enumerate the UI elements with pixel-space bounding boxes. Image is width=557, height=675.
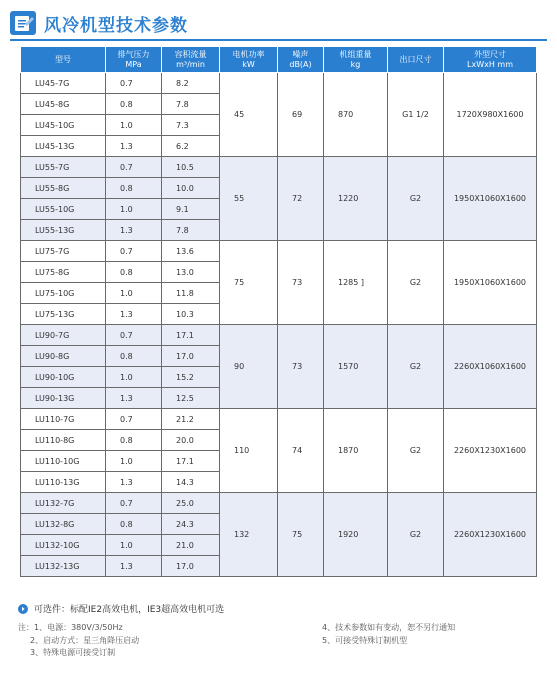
table-row <box>21 157 537 178</box>
page-title: 风冷机型技术参数 <box>44 15 188 36</box>
model-cell: LU110-8G <box>21 430 106 451</box>
flow-cell: 14.3 <box>162 472 220 493</box>
dimensions-cell: 2260X1060X1600 <box>444 325 537 409</box>
pressure-cell: 0.7 <box>106 241 162 262</box>
pressure-cell: 0.8 <box>106 94 162 115</box>
power-cell: 55 <box>220 157 278 241</box>
note-item: 5、可接受特殊订制机型 <box>322 635 408 645</box>
pressure-cell: 1.0 <box>106 283 162 304</box>
column-header-label: 型号 <box>55 54 71 64</box>
flow-cell: 13.0 <box>162 262 220 283</box>
noise-cell: 72 <box>278 157 324 241</box>
model-cell: LU132-8G <box>21 514 106 535</box>
pressure-cell: 0.7 <box>106 493 162 514</box>
option-line <box>18 602 224 615</box>
flow-cell: 17.0 <box>162 556 220 577</box>
column-header <box>106 47 162 73</box>
flow-cell: 25.0 <box>162 493 220 514</box>
outlet-cell: G2 <box>388 241 444 325</box>
pressure-cell: 1.0 <box>106 199 162 220</box>
column-header-label: 容积流量 <box>174 49 207 59</box>
model-cell: LU110-10G <box>21 451 106 472</box>
model-cell: LU45-7G <box>21 73 106 94</box>
model-cell: LU55-10G <box>21 199 106 220</box>
weight-cell: 1285 ] <box>324 241 388 325</box>
weight-cell: 1870 <box>324 409 388 493</box>
pressure-cell: 1.0 <box>106 115 162 136</box>
note-item: 2、启动方式：星三角降压启动 <box>30 635 140 645</box>
column-header-unit: kg <box>350 59 361 69</box>
noise-cell: 75 <box>278 493 324 577</box>
flow-cell: 21.0 <box>162 535 220 556</box>
model-cell: LU45-8G <box>21 94 106 115</box>
column-header-unit: dB(A) <box>289 59 312 69</box>
dimensions-cell: 1950X1060X1600 <box>444 241 537 325</box>
column-header-label: 出口尺寸 <box>399 54 432 64</box>
flow-cell: 17.1 <box>162 451 220 472</box>
model-cell: LU45-13G <box>21 136 106 157</box>
column-header <box>162 47 220 73</box>
pressure-cell: 0.8 <box>106 178 162 199</box>
dimensions-cell: 1950X1060X1600 <box>444 157 537 241</box>
pressure-cell: 1.3 <box>106 136 162 157</box>
table-body <box>21 73 537 577</box>
dimensions-cell: 2260X1230X1600 <box>444 493 537 577</box>
model-cell: LU110-13G <box>21 472 106 493</box>
model-cell: LU55-7G <box>21 157 106 178</box>
model-cell: LU55-13G <box>21 220 106 241</box>
model-cell: LU110-7G <box>21 409 106 430</box>
column-header-unit: m³/min <box>176 59 205 69</box>
pressure-cell: 1.3 <box>106 556 162 577</box>
pressure-cell: 1.3 <box>106 220 162 241</box>
flow-cell: 10.5 <box>162 157 220 178</box>
pressure-cell: 0.7 <box>106 157 162 178</box>
column-header-label: 电机功率 <box>232 49 265 59</box>
table-row <box>21 241 537 262</box>
power-cell: 132 <box>220 493 278 577</box>
outlet-cell: G2 <box>388 409 444 493</box>
flow-cell: 9.1 <box>162 199 220 220</box>
notes-left <box>18 622 139 660</box>
model-cell: LU90-8G <box>21 346 106 367</box>
spec-table <box>20 46 537 577</box>
column-header <box>278 47 324 73</box>
flow-cell: 20.0 <box>162 430 220 451</box>
flow-cell: 17.1 <box>162 325 220 346</box>
column-header-unit: LxWxH mm <box>467 59 513 69</box>
pressure-cell: 1.3 <box>106 472 162 493</box>
pressure-cell: 0.7 <box>106 73 162 94</box>
table-row <box>21 73 537 94</box>
column-header-label: 噪声 <box>292 49 309 59</box>
model-cell: LU90-10G <box>21 367 106 388</box>
column-header <box>220 47 278 73</box>
pressure-cell: 0.7 <box>106 409 162 430</box>
model-cell: LU75-13G <box>21 304 106 325</box>
noise-cell: 69 <box>278 73 324 157</box>
note-item: 3、特殊电源可接受订制 <box>30 648 116 657</box>
column-header-label: 机组重量 <box>339 49 372 59</box>
pressure-cell: 0.8 <box>106 430 162 451</box>
column-header-label: 外型尺寸 <box>474 49 506 59</box>
table-row <box>21 409 537 430</box>
power-cell: 90 <box>220 325 278 409</box>
model-cell: LU90-7G <box>21 325 106 346</box>
pressure-cell: 1.0 <box>106 451 162 472</box>
noise-cell: 73 <box>278 241 324 325</box>
table-row <box>21 325 537 346</box>
column-header <box>388 47 444 73</box>
outlet-cell: G2 <box>388 493 444 577</box>
flow-cell: 10.3 <box>162 304 220 325</box>
weight-cell: 1220 <box>324 157 388 241</box>
table-row <box>21 493 537 514</box>
model-cell: LU75-8G <box>21 262 106 283</box>
flow-cell: 24.3 <box>162 514 220 535</box>
power-cell: 110 <box>220 409 278 493</box>
model-cell: LU90-13G <box>21 388 106 409</box>
noise-cell: 73 <box>278 325 324 409</box>
model-cell: LU75-10G <box>21 283 106 304</box>
outlet-cell: G2 <box>388 157 444 241</box>
pressure-cell: 0.8 <box>106 346 162 367</box>
bullet-arrow-icon <box>18 604 28 614</box>
noise-cell: 74 <box>278 409 324 493</box>
model-cell: LU55-8G <box>21 178 106 199</box>
note-item: 注：1、电源：380V/3/50Hz <box>18 623 123 632</box>
weight-cell: 1920 <box>324 493 388 577</box>
dimensions-cell: 1720X980X1600 <box>444 73 537 157</box>
pressure-cell: 0.8 <box>106 514 162 535</box>
model-cell: LU132-13G <box>21 556 106 577</box>
column-header <box>21 47 106 73</box>
flow-cell: 10.0 <box>162 178 220 199</box>
pressure-cell: 0.7 <box>106 325 162 346</box>
flow-cell: 8.2 <box>162 73 220 94</box>
flow-cell: 11.8 <box>162 283 220 304</box>
model-cell: LU132-7G <box>21 493 106 514</box>
flow-cell: 6.2 <box>162 136 220 157</box>
dimensions-cell: 2260X1230X1600 <box>444 409 537 493</box>
pressure-cell: 0.8 <box>106 262 162 283</box>
flow-cell: 7.8 <box>162 220 220 241</box>
flow-cell: 17.0 <box>162 346 220 367</box>
model-cell: LU45-10G <box>21 115 106 136</box>
flow-cell: 7.8 <box>162 94 220 115</box>
weight-cell: 1570 <box>324 325 388 409</box>
flow-cell: 15.2 <box>162 367 220 388</box>
flow-cell: 21.2 <box>162 409 220 430</box>
option-text: 可选件：标配IE2高效电机，IE3超高效电机可选 <box>34 605 225 615</box>
notes-right <box>322 622 455 647</box>
note-item: 4、技术参数如有变动，恕不另行通知 <box>322 623 456 632</box>
outlet-cell: G1 1/2 <box>388 73 444 157</box>
column-header <box>444 47 537 73</box>
flow-cell: 12.5 <box>162 388 220 409</box>
flow-cell: 7.3 <box>162 115 220 136</box>
title-bar <box>10 9 188 37</box>
column-header-unit: kW <box>242 59 255 69</box>
column-header-label: 排气压力 <box>117 49 150 59</box>
pressure-cell: 1.3 <box>106 304 162 325</box>
model-cell: LU132-10G <box>21 535 106 556</box>
pressure-cell: 1.3 <box>106 388 162 409</box>
pressure-cell: 1.0 <box>106 367 162 388</box>
outlet-cell: G2 <box>388 325 444 409</box>
model-cell: LU75-7G <box>21 241 106 262</box>
column-header-unit: MPa <box>125 59 142 69</box>
column-header <box>324 47 388 73</box>
document-icon <box>10 11 36 35</box>
pressure-cell: 1.0 <box>106 535 162 556</box>
table-header-row <box>21 47 537 73</box>
weight-cell: 870 <box>324 73 388 157</box>
flow-cell: 13.6 <box>162 241 220 262</box>
title-underline <box>10 39 547 41</box>
power-cell: 45 <box>220 73 278 157</box>
power-cell: 75 <box>220 241 278 325</box>
